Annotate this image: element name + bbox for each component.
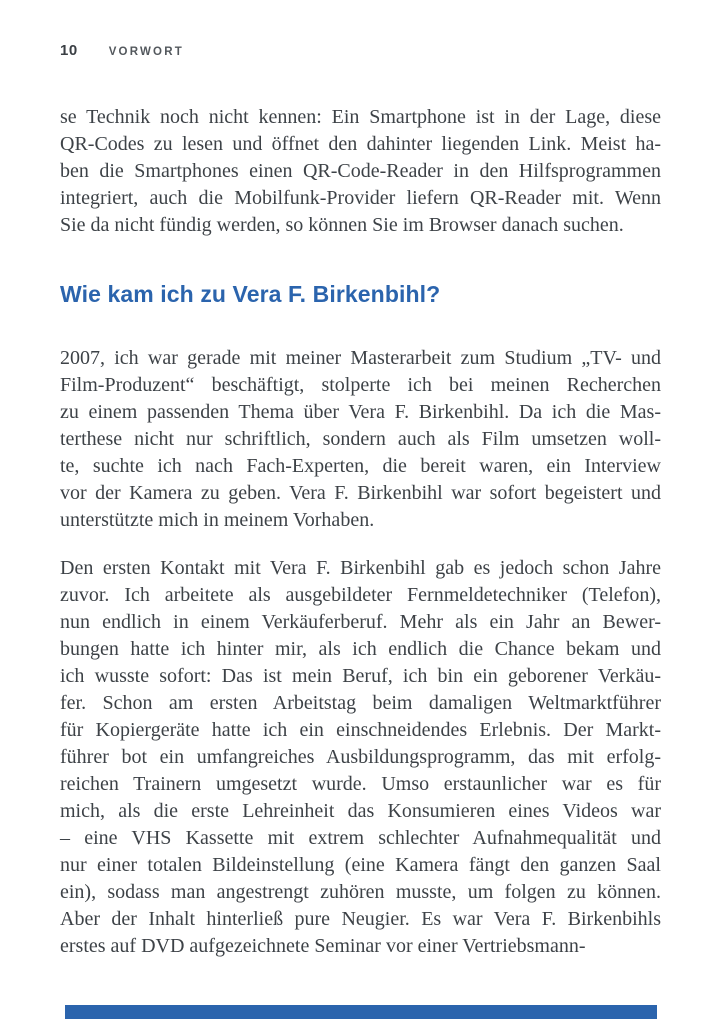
text-line: vor der Kamera zu geben. Vera F. Birkenbihl war sofort begeistert und [60,482,661,504]
text-line: nur einer totalen Bildeinstellung (eine Kamera fängt den ganzen Saal [60,854,661,876]
footer-accent-bar [65,1005,657,1019]
text-line: Sie da nicht fündig werden, so können Sie im Browser danach suchen. [60,214,624,236]
text-line: 2007, ich war gerade mit meiner Masterarbeit zum Studium „TV- und [60,347,661,369]
text-line: ich wusste sofort: Das ist mein Beruf, ich bin ein geborener Verkäu- [60,665,661,687]
text-line: se Technik noch nicht kennen: Ein Smartphone ist in der Lage, diese [60,106,661,128]
text-line: terthese nicht nur schriftlich, sondern auch als Film umsetzen woll- [60,428,661,450]
text-line: erstes auf DVD aufgezeichnete Seminar vor einer Vertriebsmann- [60,935,586,957]
text-line: Den ersten Kontakt mit Vera F. Birkenbihl gab es jedoch schon Jahre [60,557,661,579]
text-line: nun endlich in einem Verkäuferberuf. Mehr als ein Jahr an Bewer- [60,611,661,633]
text-line: zuvor. Ich arbeitete als ausgebildeter Fernmeldetechniker (Telefon), [60,584,661,606]
text-line: integriert, auch die Mobilfunk-Provider liefern QR-Reader mit. Wenn [60,187,661,209]
text-line: reichen Trainern umgesetzt wurde. Umso erstaunlicher war es für [60,773,661,795]
text-line: zu einem passenden Thema über Vera F. Birkenbihl. Da ich die Mas- [60,401,661,423]
text-line: unterstützte mich in meinem Vorhaben. [60,509,375,531]
text-line: ein), sodass man angestrengt zuhören musste, um folgen zu können. [60,881,661,903]
text-line: Aber der Inhalt hinterließ pure Neugier. Es war Vera F. Birkenbihls [60,908,661,930]
page-header [60,42,661,60]
page-number: 10 [60,42,78,59]
text-line: – eine VHS Kassette mit extrem schlechter Aufnahmequalität und [60,827,661,849]
text-line: te, suchte ich nach Fach-Experten, die bereit waren, ein Interview [60,455,661,477]
section-heading: Wie kam ich zu Vera F. Birkenbihl? [60,281,441,307]
text-line: QR-Codes zu lesen und öffnet den dahinter liegenden Link. Meist ha- [60,133,661,155]
text-line: mich, als die erste Lehreinheit das Konsumieren eines Videos war [60,800,661,822]
paragraph-erster-kontakt [60,555,661,960]
running-head-section-title: VORWORT [108,46,184,58]
page-content [60,0,661,960]
text-line: ben die Smartphones einen QR-Code-Reader in den Hilfsprogrammen [60,160,661,182]
text-line: für Kopiergeräte hatte ich ein einschneidendes Erlebnis. Der Markt- [60,719,661,741]
text-line: fer. Schon am ersten Arbeitstag beim damaligen Weltmarktführer [60,692,661,714]
paragraph-masterarbeit [60,345,661,534]
text-line: führer bot ein umfangreiches Ausbildungsprogramm, das mit erfolg- [60,746,661,768]
text-line: bungen hatte ich hinter mir, als ich endlich die Chance bekam und [60,638,661,660]
paragraph-qr-codes [60,104,661,239]
text-line: Film-Produzent“ beschäftigt, stolperte ich bei meinen Recherchen [60,374,661,396]
